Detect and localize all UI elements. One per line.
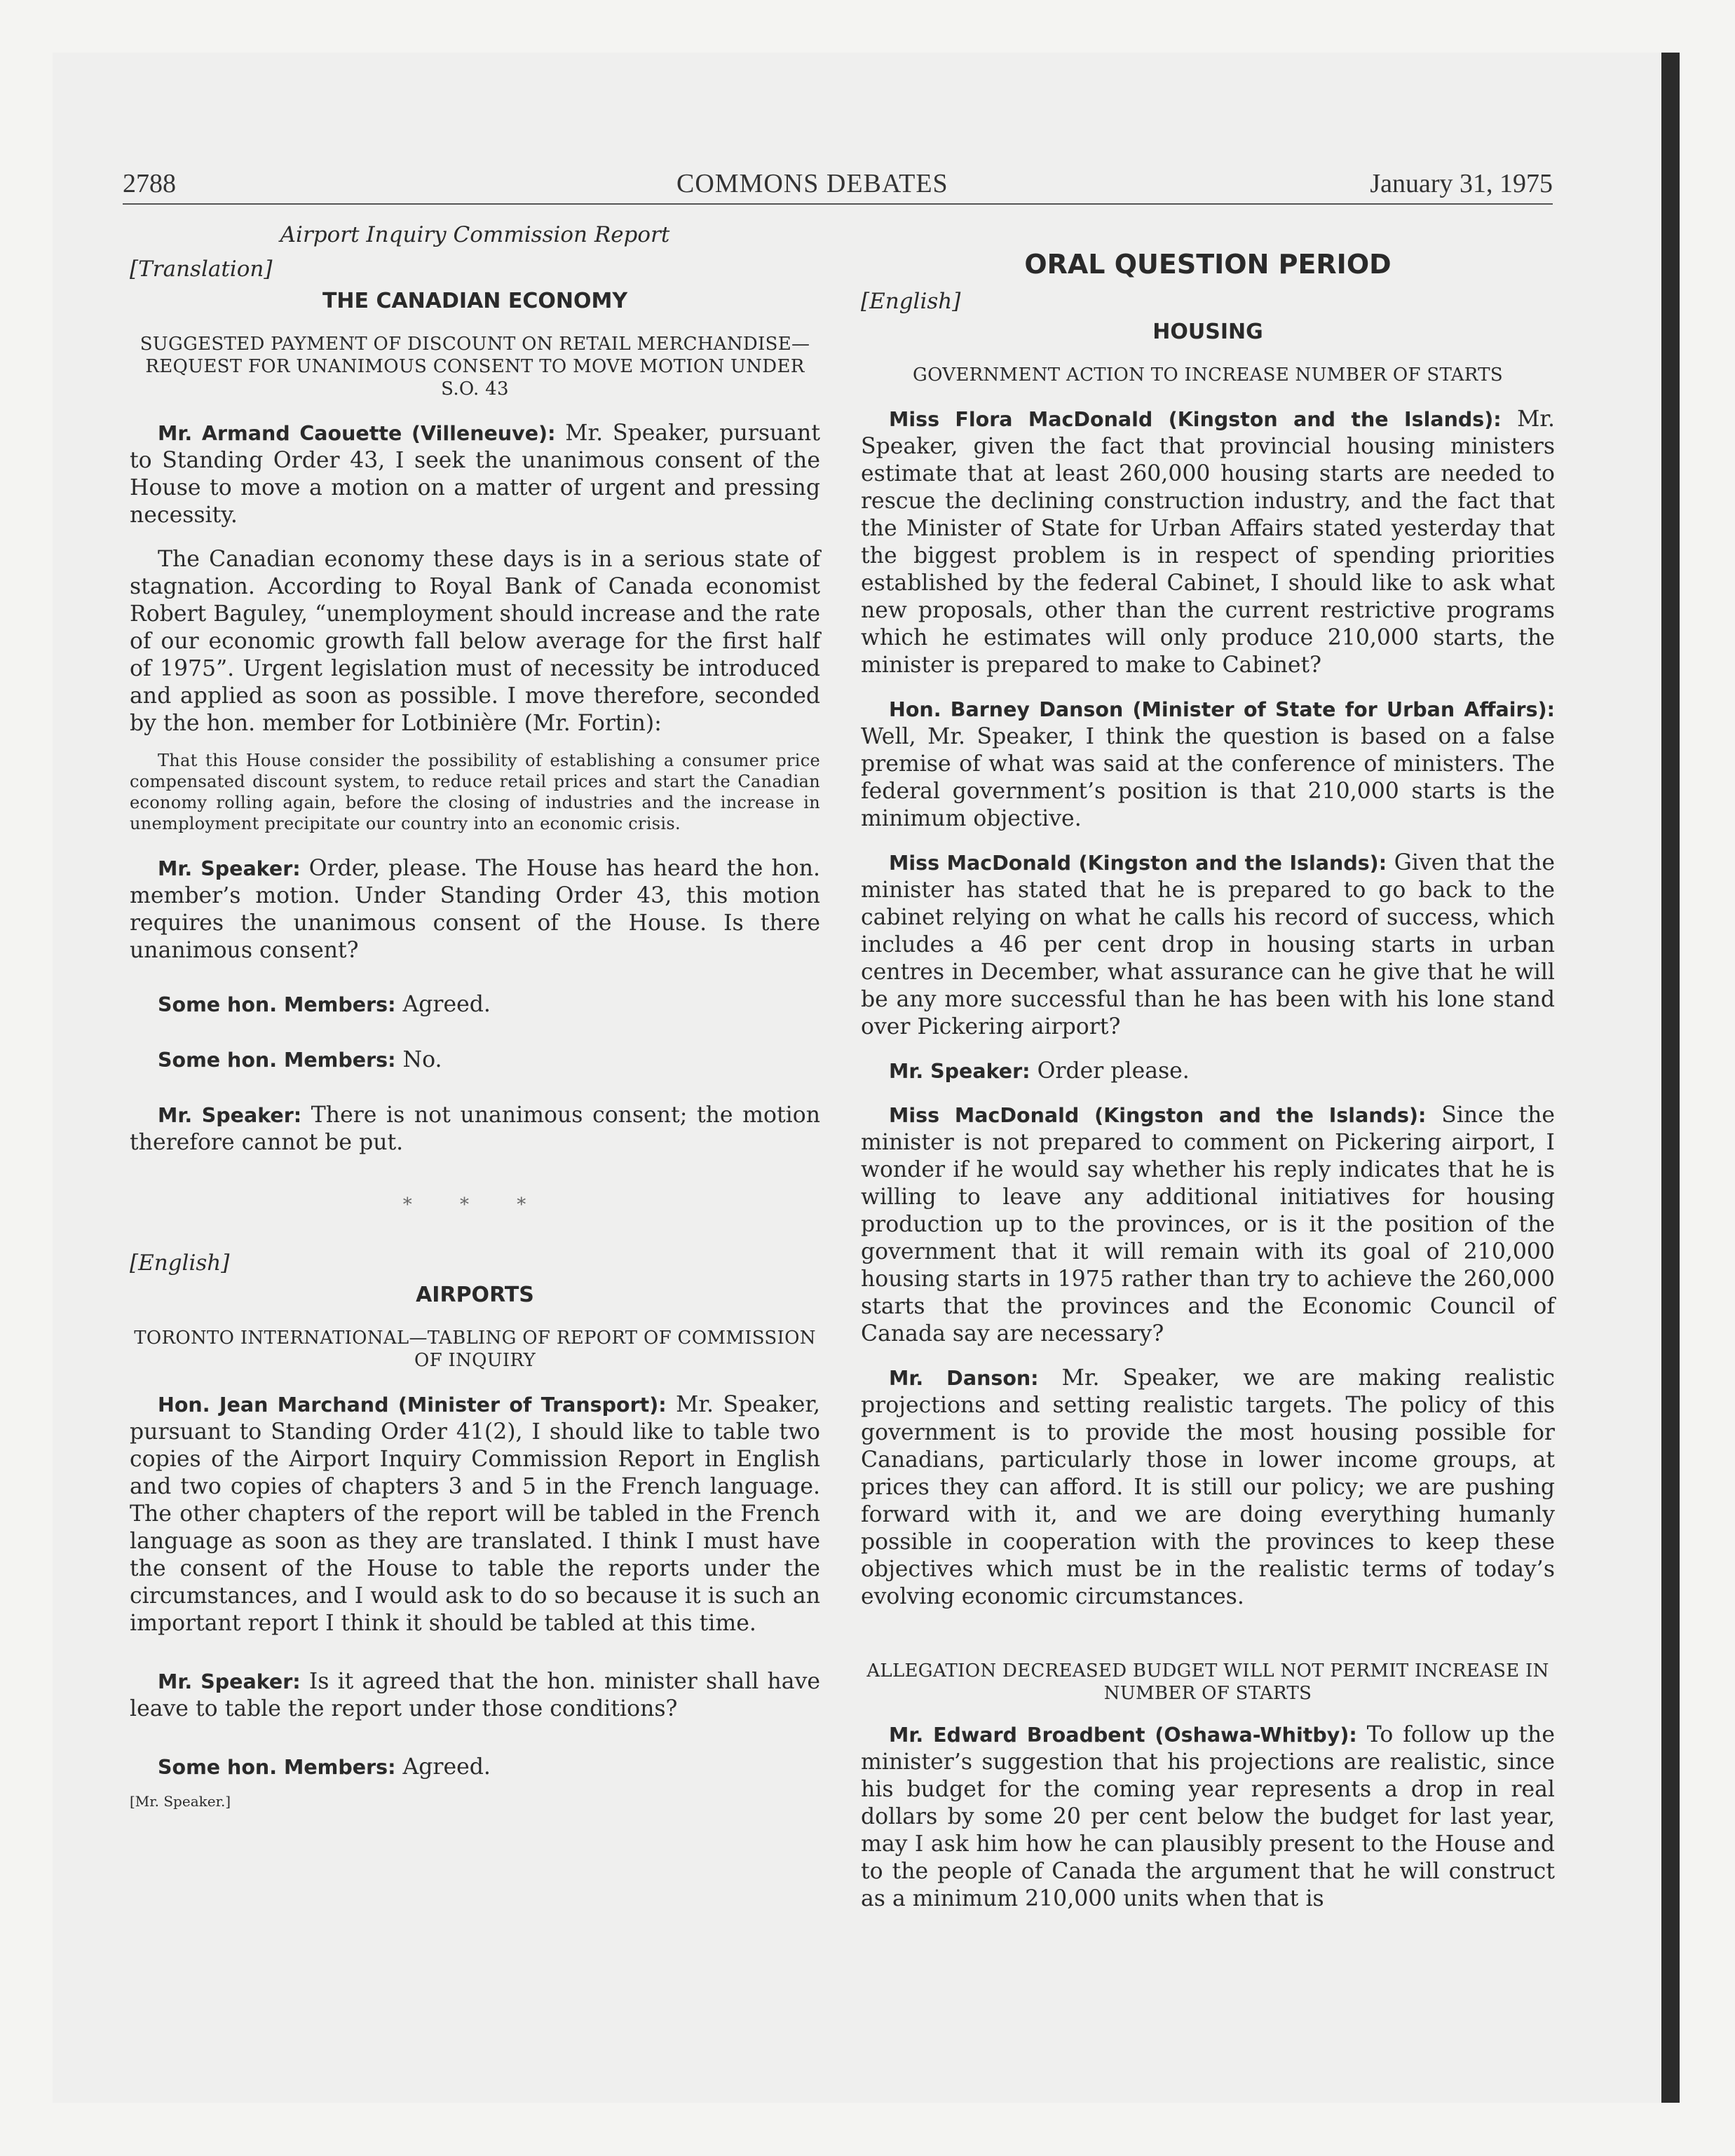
speaker-name: Some hon. Members: — [158, 993, 396, 1016]
speech-text: Since the minister is not prepared to comment on Pickering airport, I wonder if he would say whether his reply indicates that he is willing to leave any additional initiatives for housing production up to the provinces, or is it the position of the government that it will remain with its goal of 210,000 housing starts in 1975 rather than try to achieve the 260,000 starts that the provinces and the Economic Council of Canada say are necessary? — [861, 1103, 1555, 1346]
speech-text: No. — [395, 1047, 442, 1072]
right-column — [861, 221, 1555, 1913]
language-tag: [English] — [130, 1250, 230, 1276]
motion-text: That this House consider the possibility of establishing a consumer price compensated discount system, to reduce retail prices and start the Canadian economy rolling again, before the closing of industries and the increase in unemployment precipitate our country into an economic crisis. — [130, 751, 820, 833]
language-tag: [Translation] — [130, 257, 273, 282]
speech-text: Agreed. — [395, 1754, 491, 1780]
speech-text: Mr. Speaker, we are making realistic projections and setting realistic targets. The policy of this government is to provide the most housing possible for Canadians, particularly those in lower income groups, at prices they can afford. It is still our policy; we are pushing forward with it, and we are doing everything humanly possible in cooperation with the provinces to keep these objectives which must be in the realistic terms of today’s evolving economic circumstances. — [861, 1365, 1555, 1609]
speech-paragraph — [861, 850, 1555, 1041]
section-heading-main: ORAL QUESTION PERIOD — [1024, 249, 1392, 280]
speaker-name: Mr. Speaker: — [158, 857, 301, 880]
speech-paragraph — [130, 1391, 820, 1637]
speech-paragraph — [130, 1046, 820, 1074]
language-tag: [English] — [861, 289, 961, 314]
speech-paragraph — [130, 855, 820, 964]
speech-paragraph — [130, 991, 820, 1018]
section-subheading: TORONTO INTERNATIONAL—TABLING OF REPORT OF COMMISSION OF INQUIRY — [134, 1328, 816, 1371]
section-subheading: ALLEGATION DECREASED BUDGET WILL NOT PERMIT INCREASE IN NUMBER OF STARTS — [866, 1660, 1549, 1704]
speech-paragraph: The Canadian economy these days is in a serious state of stagnation. According to Royal Bank of Canada economist Robert Baguley, “unemployment should increase and the rate of our economic growth fall below average for the first half of 1975”. Urgent legislation must of necessity be introduced and applied as soon as possible. I move therefore, seconded by the hon. member for Lotbinière (Mr. Fortin): — [130, 547, 820, 736]
speech-text: Agreed. — [395, 992, 491, 1017]
speaker-name: Mr. Speaker: — [158, 1670, 301, 1693]
speaker-name: Miss Flora MacDonald (Kingston and the Islands): — [889, 408, 1502, 431]
speaker-name: Mr. Edward Broadbent (Oshawa-Whitby): — [889, 1724, 1357, 1747]
publication-title: COMMONS DEBATES — [676, 169, 948, 198]
footer-note: [Mr. Speaker.] — [130, 1793, 231, 1810]
speech-text: Well, Mr. Speaker, I think the question is based on a false premise of what was said at the conference of ministers. The federal government’s position is that 210,000 starts is the minimum objective. — [861, 724, 1555, 831]
speech-paragraph — [861, 1058, 1555, 1085]
speaker-name: Hon. Jean Marchand (Minister of Transport): — [158, 1393, 667, 1417]
speech-paragraph — [861, 1102, 1555, 1348]
scan-edge — [1661, 53, 1680, 2103]
left-column — [130, 221, 820, 1810]
speech-paragraph — [861, 406, 1555, 679]
section-subheading: SUGGESTED PAYMENT OF DISCOUNT ON RETAIL MERCHANDISE—REQUEST FOR UNANIMOUS CONSENT TO MOVE MOTION UNDER S.O. 43 — [140, 334, 810, 400]
section-heading: THE CANADIAN ECONOMY — [322, 289, 628, 313]
speaker-name: Miss MacDonald (Kingston and the Islands): — [889, 1104, 1427, 1127]
speaker-name: Hon. Barney Danson (Minister of State for Urban Affairs): — [889, 698, 1555, 721]
speech-text: Order, please. The House has heard the hon. member’s motion. Under Standing Order 43, this motion requires the unanimous consent of the House. Is there unanimous consent? — [130, 856, 821, 963]
publication-date: January 31, 1975 — [1370, 169, 1553, 198]
speech-text: There is not unanimous consent; the motion therefore cannot be put. — [130, 1103, 820, 1155]
speech-paragraph — [130, 1668, 820, 1723]
page-header — [123, 160, 1553, 205]
speech-text: Is it agreed that the hon. minister shall have leave to table the report under those conditions? — [130, 1669, 821, 1721]
speech-text: Mr. Speaker, pursuant to Standing Order 41(2), I should like to table two copies of the Airport Inquiry Commission Report in English and two copies of chapters 3 and 5 in the French language. The other chapters of the report will be tabled in the French language as soon as they are translated. I think I must have the consent of the House to table the reports under the circumstances, and I would ask to do so because it is such an important report I think it should be tabled at this time. — [130, 1392, 820, 1636]
speaker-name: Mr. Speaker: — [158, 1104, 302, 1127]
speech-paragraph — [130, 1102, 820, 1157]
section-divider: * * * — [402, 1194, 547, 1215]
speech-text: Order please. — [1030, 1058, 1190, 1084]
speaker-name: Miss MacDonald (Kingston and the Islands): — [889, 852, 1387, 875]
speaker-name: Mr. Speaker: — [889, 1060, 1030, 1083]
speaker-name: Mr. Danson: — [889, 1367, 1039, 1390]
page-number: 2788 — [123, 169, 176, 198]
speech-text: Mr. Speaker, given the fact that provincial housing ministers estimate that at least 260,000 housing starts are needed to rescue the declining construction industry, and the fact that the Minister of State for Urban Affairs stated yesterday that the biggest problem is in respect of spending priorities established by the federal Cabinet, I should like to ask what new proposals, other than the current restrictive programs which he estimates will only produce 210,000 starts, the minister is prepared to make to Cabinet? — [861, 407, 1555, 678]
speech-paragraph — [861, 696, 1555, 833]
section-subheading: GOVERNMENT ACTION TO INCREASE NUMBER OF STARTS — [913, 364, 1503, 386]
speaker-name: Some hon. Members: — [158, 1049, 396, 1072]
running-category: Airport Inquiry Commission Report — [280, 222, 670, 247]
speech-text: To follow up the minister’s suggestion that his projections are realistic, since his budget for the coming year represents a drop in real dollars by some 20 per cent below the budget for last year, may I ask him how he can plausibly present to the House and to the people of Canada the argument that he will construct as a minimum 210,000 units when that is — [861, 1722, 1555, 1911]
speech-paragraph — [130, 1754, 820, 1781]
speech-paragraph — [861, 1721, 1555, 1913]
section-heading: HOUSING — [1152, 320, 1263, 344]
speech-paragraph — [861, 1365, 1555, 1611]
section-heading: AIRPORTS — [416, 1283, 534, 1307]
speech-paragraph — [130, 420, 820, 529]
speech-text: Mr. Speaker, pursuant to Standing Order 43, I seek the unanimous consent of the House to move a motion on a matter of urgent and pressing necessity. — [130, 421, 820, 528]
speaker-name: Mr. Armand Caouette (Villeneuve): — [158, 422, 556, 445]
speech-text: Given that the minister has stated that he is prepared to go back to the cabinet relying on what he calls his record of success, which includes a 46 per cent drop in housing starts in urban centres in December, what assurance can he give that he will be any more successful than he has been with his lone stand over Pickering airport? — [861, 850, 1555, 1039]
speaker-name: Some hon. Members: — [158, 1756, 396, 1779]
